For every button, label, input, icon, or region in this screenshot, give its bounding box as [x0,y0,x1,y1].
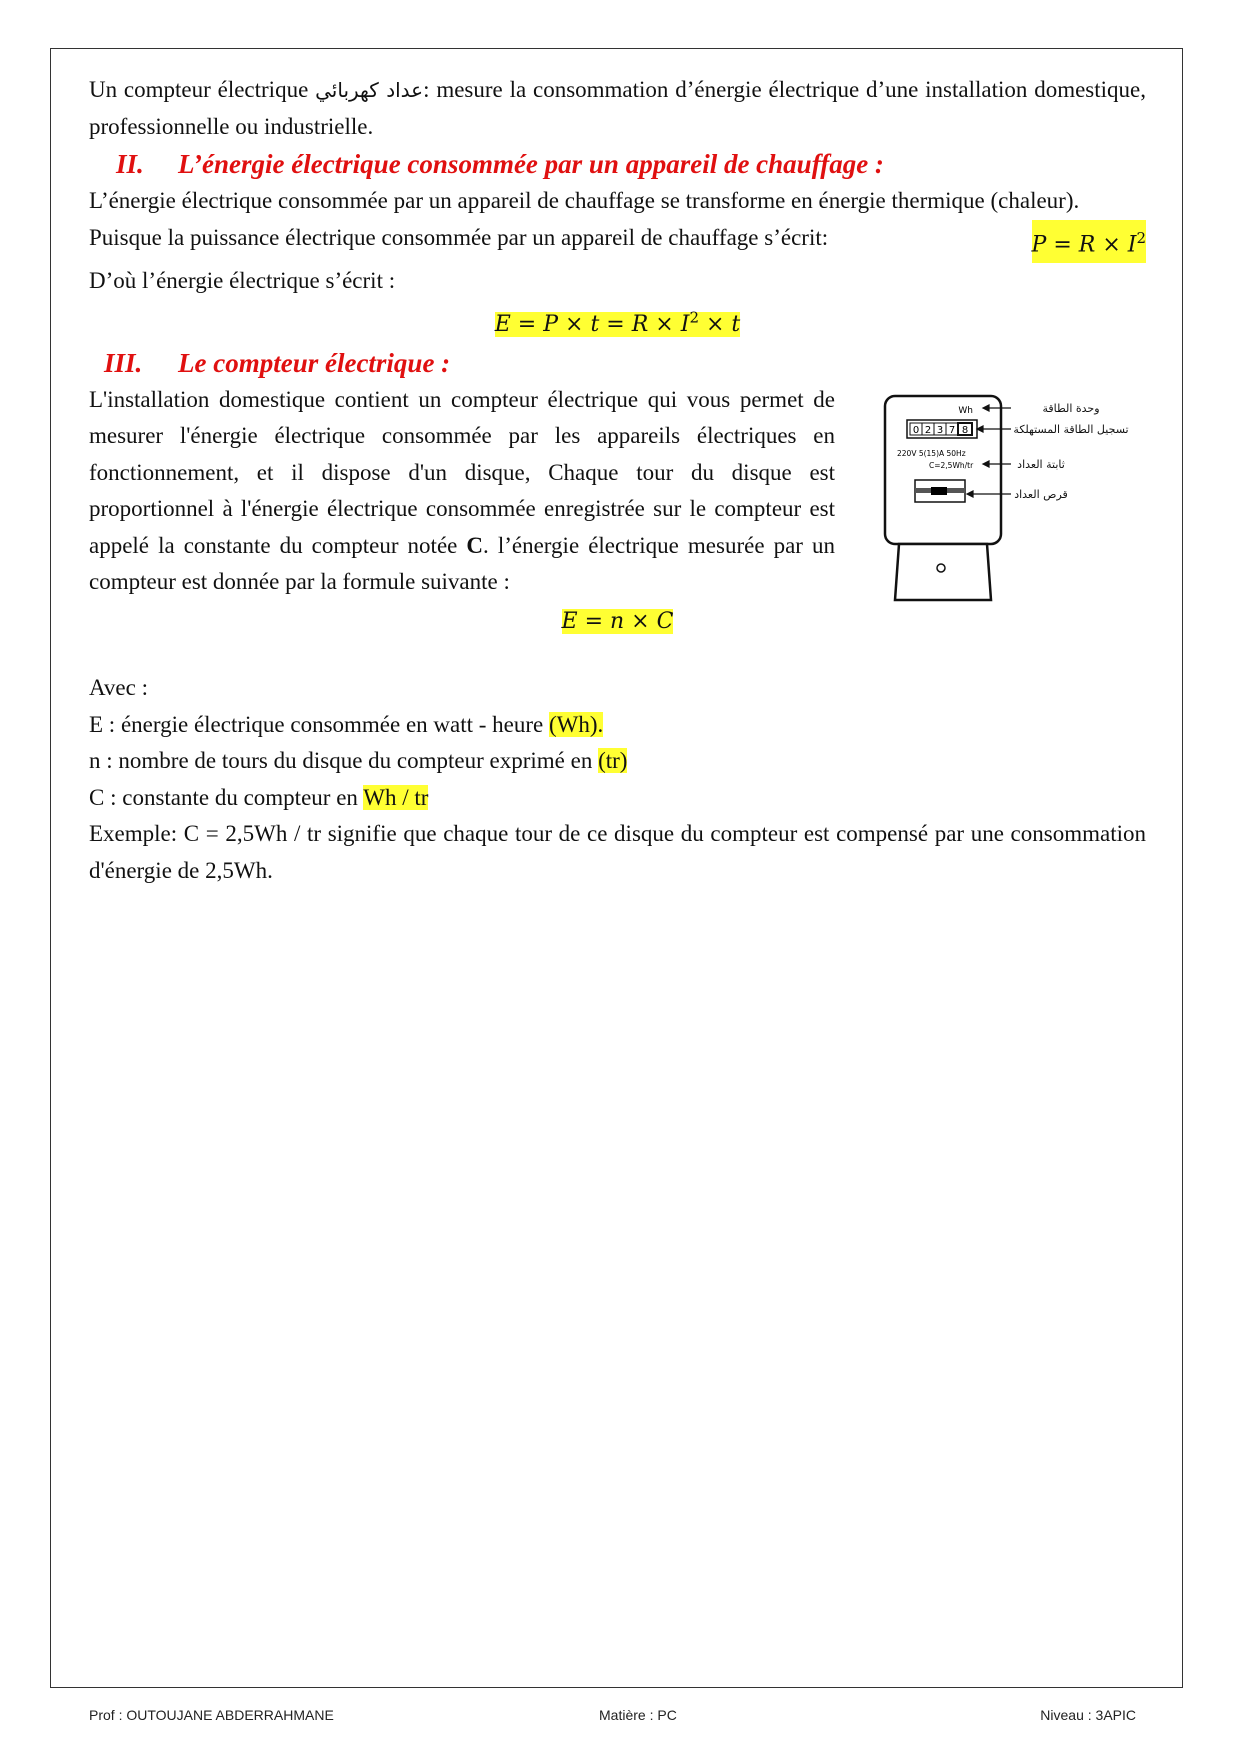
meter-constant: C=2,5Wh/tr [929,460,974,470]
formula-meter: E = n × C [561,608,674,634]
section-2-number: II. [116,149,144,179]
meter-specs: 220V 5(15)A 50Hz [897,448,966,458]
meter-digit: 2 [924,424,932,436]
meter-disc-mark [931,487,947,495]
section-3-number: III. [104,347,143,378]
section-2-heading [89,145,1146,183]
formula-energy-line [89,300,1146,344]
meter-digit: 7 [948,424,956,436]
electric-meter-figure [879,390,1179,620]
example-paragraph: Exemple: C = 2,5Wh / tr signifie que chaque tour de ce disque du compteur est compensé par une consommation d'énergie de 2,5Wh. [89,821,1146,883]
formula-energy: $E = P \times t = R \times I^2 \times t$ [494,308,741,338]
intro-paragraph [89,72,1146,145]
footer-niveau: Niveau : 3APIC [1040,1707,1136,1723]
section-3-paragraph: L'installation domestique contient un compteur électrique qui vous permet de mesurer l'énergie électrique consommée par les appareils électriques en fonctionnement, et il dispose d'un disque, Chaque tour du disque est proportionnel à l'énergie électrique consommée enregistrée sur le compteur est appelé la constante du compteur notée C. l’énergie électrique mesurée par un compteur est donnée par la formule suivante : [89,386,835,595]
section-3-title: Le compteur électrique : [178,347,451,378]
intro-text: Un compteur électrique [89,77,309,102]
meter-label: ثابتة العداد [1017,457,1065,471]
meter-body [885,396,1001,544]
section-2-power-line [89,220,1146,264]
meter-digits [910,423,972,436]
footer-matiere: Matière : PC [599,1707,677,1723]
intro-arabic: عداد كهربائي [315,78,424,102]
definitions-intro: Avec : [89,675,148,701]
definition-e: E : énergie électrique consommée en watt - heure (Wh). [89,711,604,737]
meter-label: قرص العداد [1014,487,1068,501]
meter-section [89,382,1146,601]
section-2-p3: D’où l’énergie électrique s’écrit : [89,268,396,294]
section-2-title: L’énergie électrique consommée par un appareil de chauffage : [178,149,884,179]
formula-power: $P = R \times I^2$ [1032,220,1146,264]
footer-prof: Prof : OUTOUJANE ABDERRAHMANE [89,1707,334,1723]
section-3-heading [89,344,1146,382]
definition-n: n : nombre de tours du disque du compteur exprimé en (tr) [89,748,628,774]
meter-label: وحدة الطاقة [1042,401,1100,415]
section-2-p1: L’énergie électrique consommée par un appareil de chauffage se transforme en énergie thermique (chaleur). [89,188,1080,213]
meter-label: تسجيل الطاقة المستهلكة [1013,422,1129,436]
section-2-p2: Puisque la puissance électrique consommée par un appareil de chauffage s’écrit: [89,224,829,250]
intro-text-after: : mesure la consommation d’énergie électrique d’une installation domestique, professionnelle ou industrielle. [89,77,1146,139]
definition-c: C : constante du compteur en Wh / tr [89,784,429,810]
document-body [89,72,1146,889]
meter-digit: 0 [912,424,920,436]
meter-digit: 3 [936,424,944,436]
meter-digit: 8 [961,424,969,436]
meter-unit: Wh [958,405,973,416]
